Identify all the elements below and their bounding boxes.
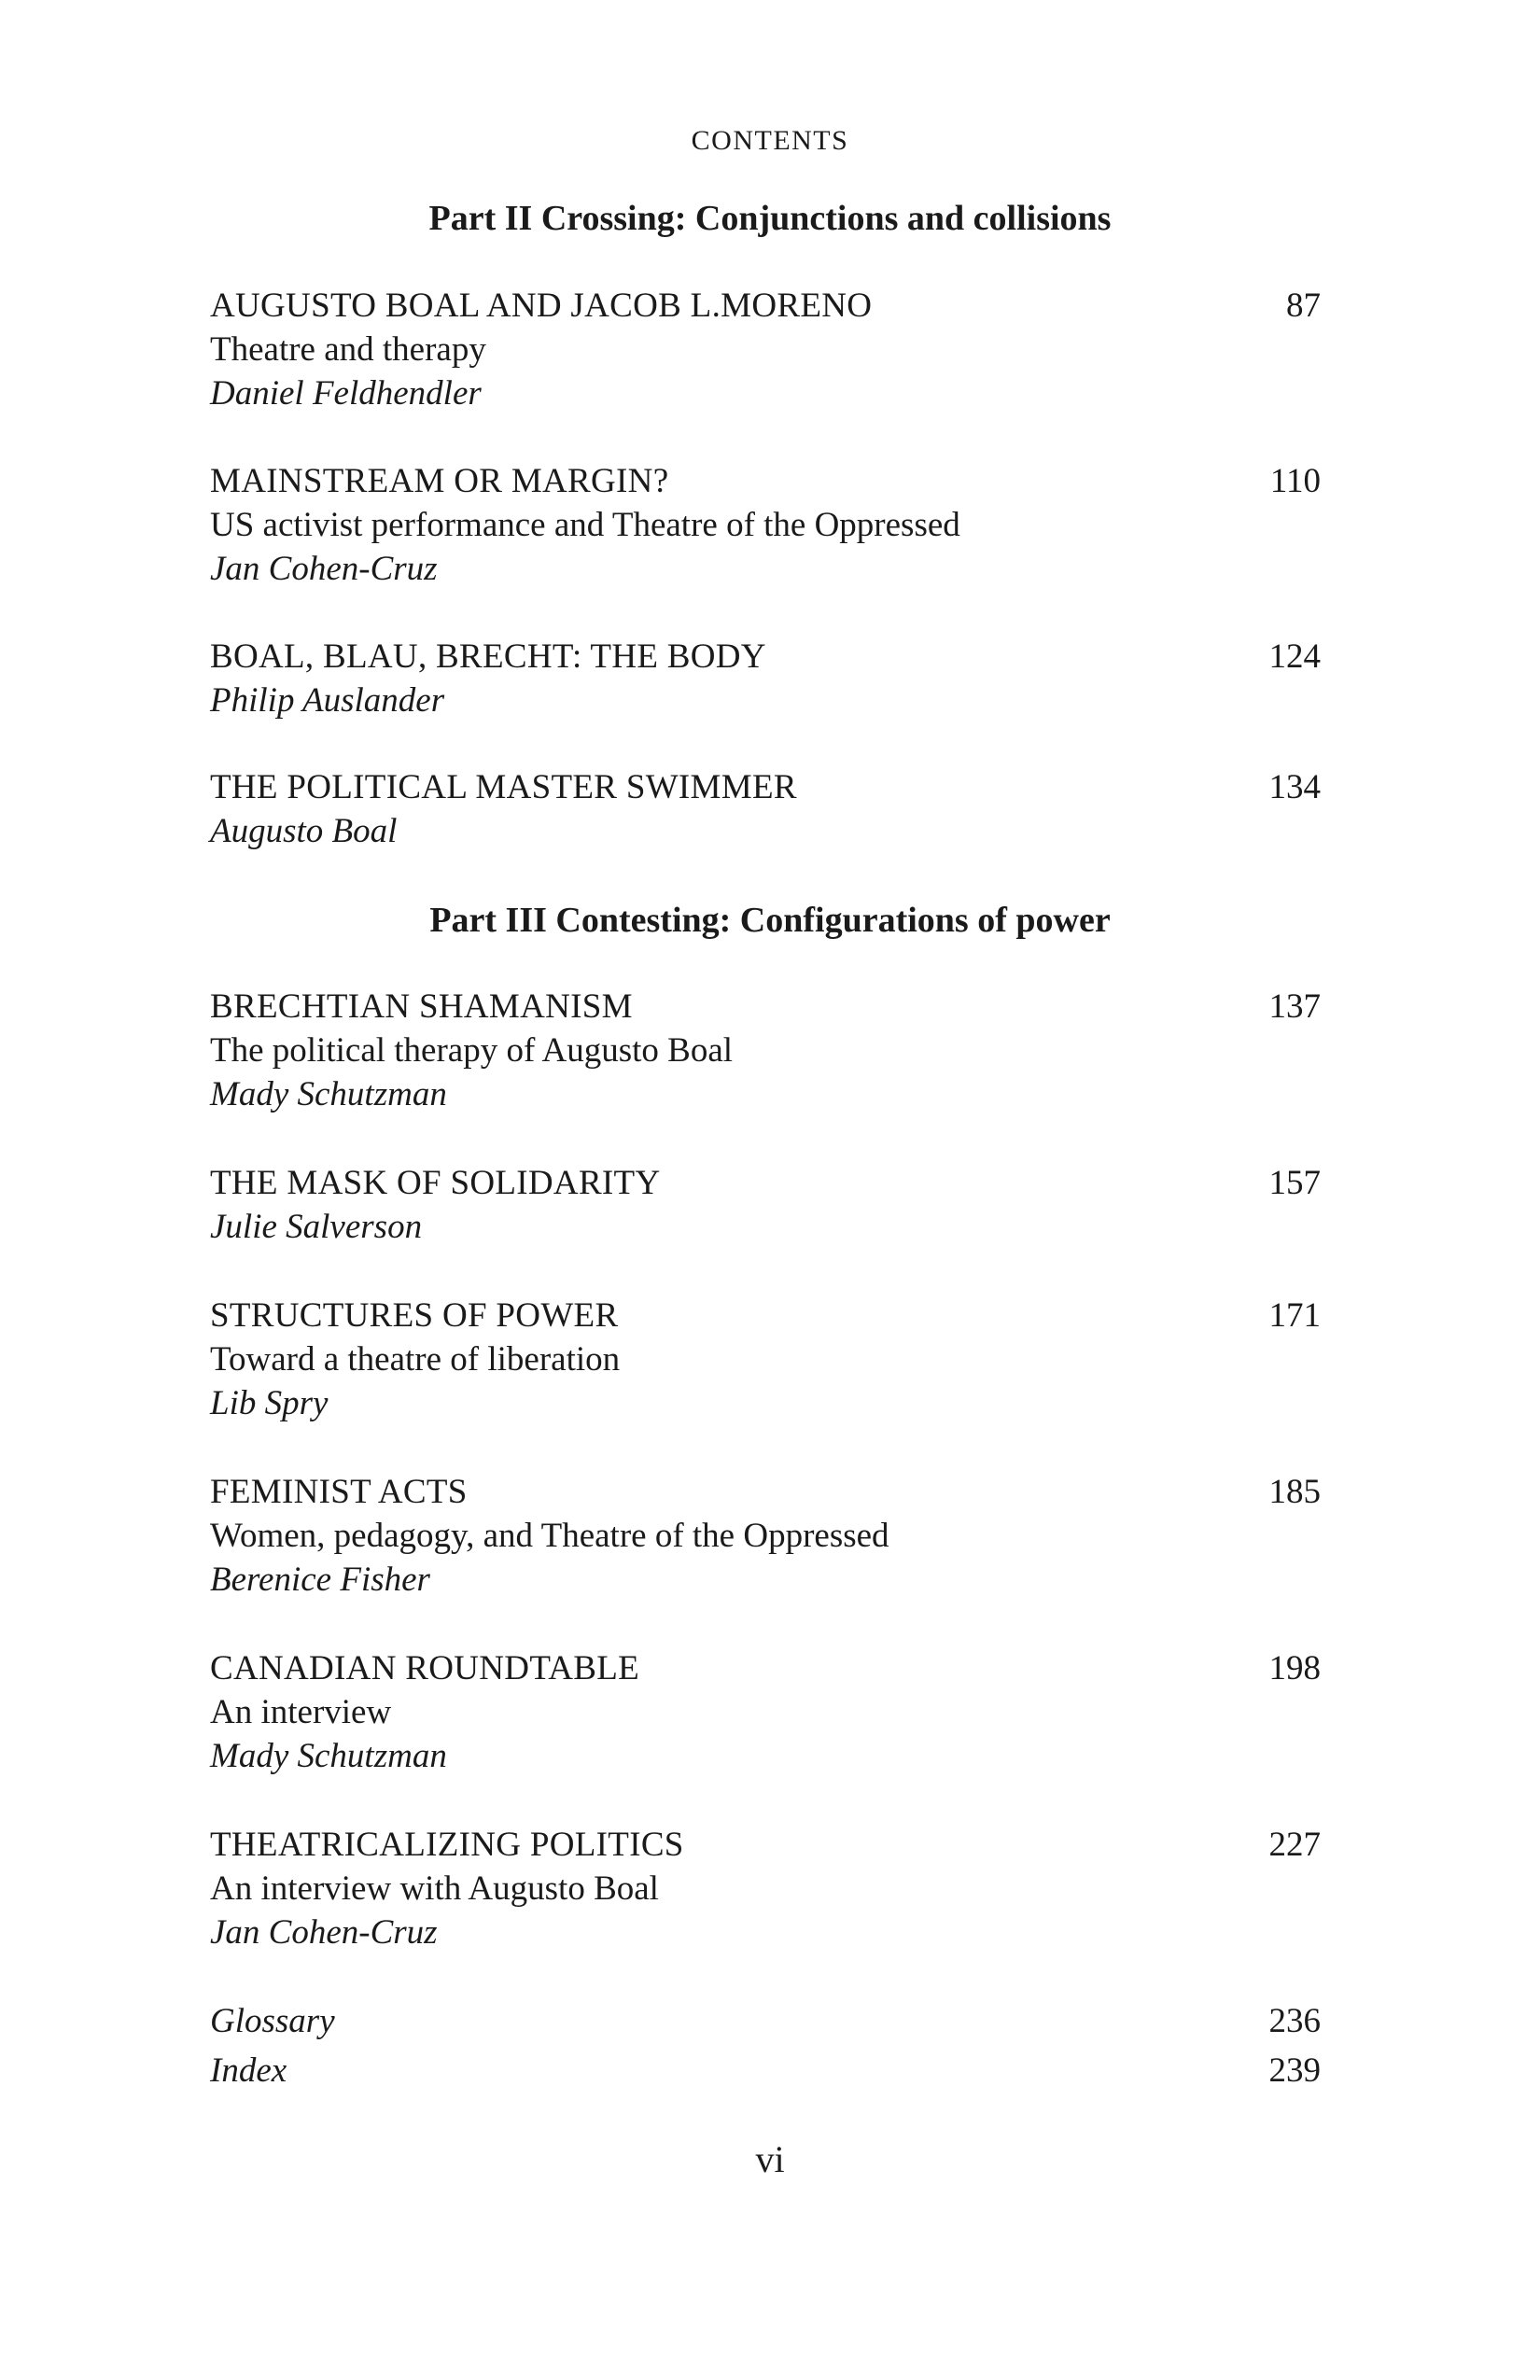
entry-title: THE MASK OF SOLIDARITY [210, 1164, 661, 1202]
entry-title: THEATRICALIZING POLITICS [210, 1826, 684, 1864]
entry-author: Lib Spry [210, 1384, 329, 1422]
entry-title: MAINSTREAM OR MARGIN? [210, 462, 669, 500]
toc-entry[interactable] [210, 1823, 1321, 1954]
entry-page-number: 227 [1268, 1826, 1321, 1864]
entry-subtitle: Women, pedagogy, and Theatre of the Oppressed [210, 1517, 889, 1555]
entry-author: Berenice Fisher [210, 1561, 430, 1599]
toc-entry[interactable] [210, 459, 1321, 591]
entry-author: Augusto Boal [210, 812, 398, 850]
entry-author: Mady Schutzman [210, 1075, 447, 1113]
entry-page-number: 171 [1268, 1296, 1321, 1335]
entry-author: Mady Schutzman [210, 1737, 447, 1775]
entry-subtitle: The political therapy of Augusto Boal [210, 1031, 734, 1070]
entry-author: Daniel Feldhendler [210, 374, 482, 413]
entry-author: Julie Salverson [210, 1208, 423, 1246]
entry-subtitle: An interview [210, 1693, 392, 1731]
entry-page-number: 157 [1268, 1164, 1321, 1202]
running-head: CONTENTS [691, 125, 849, 156]
entry-page-number: 198 [1268, 1649, 1321, 1687]
backmatter-label: Glossary [210, 2002, 335, 2040]
entry-page-number: 185 [1268, 1473, 1321, 1511]
part-heading: Part III Contesting: Configurations of power [429, 901, 1111, 940]
entry-page-number: 137 [1268, 987, 1321, 1026]
entry-title: CANADIAN ROUNDTABLE [210, 1649, 640, 1687]
backmatter-page-number: 236 [1268, 2002, 1321, 2040]
entry-subtitle: An interview with Augusto Boal [210, 1869, 659, 1908]
entry-title: BRECHTIAN SHAMANISM [210, 987, 633, 1026]
entry-page-number: 124 [1268, 637, 1321, 676]
toc-entry[interactable] [210, 985, 1321, 1116]
entry-author: Philip Auslander [210, 681, 445, 720]
toc-entry[interactable] [210, 1161, 1321, 1249]
backmatter-index[interactable] [210, 2049, 1321, 2093]
entry-page-number: 134 [1268, 768, 1321, 806]
entry-page-number: 110 [1269, 462, 1321, 500]
toc-entry[interactable] [210, 1470, 1321, 1602]
entry-subtitle: Toward a theatre of liberation [210, 1340, 621, 1379]
entry-title: FEMINIST ACTS [210, 1473, 468, 1511]
entry-title: BOAL, BLAU, BRECHT: THE BODY [210, 637, 766, 676]
entry-subtitle: Theatre and therapy [210, 330, 486, 369]
entry-page-number: 87 [1286, 287, 1321, 325]
toc-entry[interactable] [210, 284, 1321, 415]
toc-entry[interactable] [210, 635, 1321, 722]
entry-subtitle: US activist performance and Theatre of the Oppressed [210, 506, 960, 544]
entry-title: THE POLITICAL MASTER SWIMMER [210, 768, 797, 806]
entry-title: STRUCTURES OF POWER [210, 1296, 619, 1335]
backmatter-label: Index [210, 2051, 287, 2090]
toc-entry[interactable] [210, 1646, 1321, 1778]
backmatter-page-number: 239 [1268, 2051, 1321, 2090]
toc-entry[interactable] [210, 765, 1321, 853]
entry-author: Jan Cohen-Cruz [210, 1913, 438, 1952]
part-heading: Part II Crossing: Conjunctions and collisions [428, 199, 1112, 238]
entry-author: Jan Cohen-Cruz [210, 550, 438, 588]
backmatter-glossary[interactable] [210, 1999, 1321, 2043]
page-folio: vi [755, 2138, 785, 2180]
entry-title: AUGUSTO BOAL AND JACOB L.MORENO [210, 287, 873, 325]
toc-entry[interactable] [210, 1294, 1321, 1425]
